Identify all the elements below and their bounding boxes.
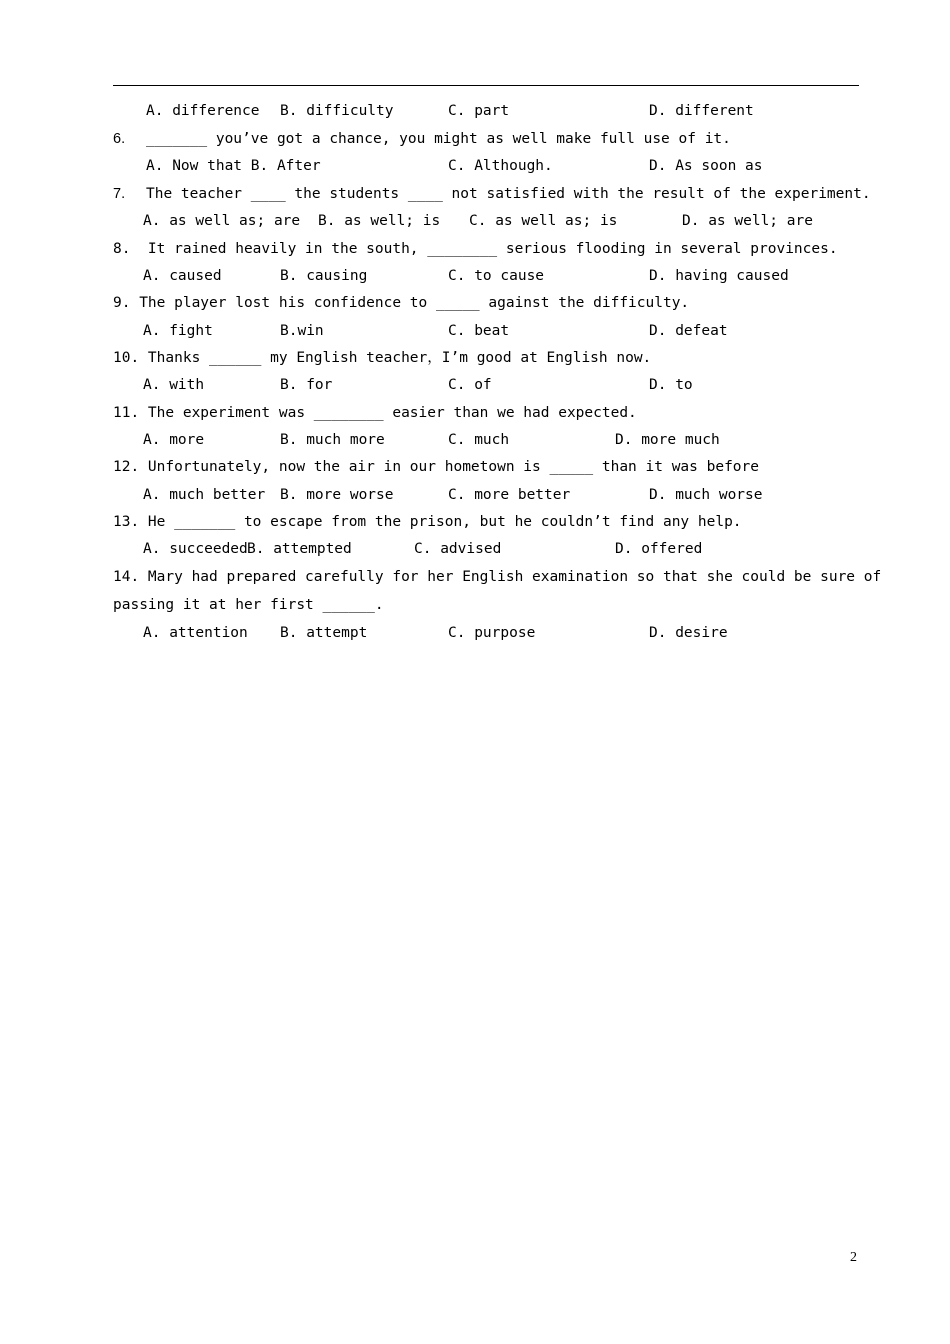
q11-option-c: C. much [448,432,510,448]
q9-option-b: B.win [280,323,324,339]
q8-option-b: B. causing [280,268,368,284]
q6-stem-line [113,128,873,150]
q7-option-d: D. as well; are [682,213,813,229]
q13-stem: 13. He _______ to escape from the prison, but he couldn’t find any help. [113,514,742,530]
page-number: 2 [850,1250,857,1265]
q14-stem-2: passing it at her first ______. [113,597,384,613]
q13-option-d: D. offered [615,541,703,557]
q12-stem-line [113,456,873,478]
q14-stem-1: 14. Mary had prepared carefully for her English examination so that she could be sure of [113,569,882,585]
q8-option-d: D. having caused [649,268,789,284]
q14-option-a: A. attention [143,625,248,641]
q9-stem: 9. The player lost his confidence to _____ against the difficulty. [113,295,690,311]
q9-option-d: D. defeat [649,323,728,339]
q8-option-a: A. caused [143,268,222,284]
q11-option-d: D. more much [615,432,720,448]
q5-option-c: C. part [448,103,510,119]
header-rule [113,85,859,86]
q11-options [113,429,873,451]
q11-option-b: B. much more [280,432,385,448]
q10-option-c: C. of [448,377,492,393]
q5-option-b: B. difficulty [280,103,394,119]
q14-stem-line-1 [113,566,882,588]
q10-option-a: A. with [143,377,205,393]
q6-option-ab: A. Now that B. After [146,158,321,174]
q8-stem: 8. It rained heavily in the south, ________ serious flooding in several provinces. [113,241,838,257]
q11-option-a: A. more [143,432,205,448]
q5-option-d: D. different [649,103,754,119]
q5-options [113,100,873,122]
q7-stem-line [113,183,873,205]
q9-options [113,320,873,342]
q7-option-a: A. as well as; are [143,213,301,229]
q7-options [113,210,873,232]
q14-option-b: B. attempt [280,625,368,641]
q8-options [113,265,873,287]
q12-option-c: C. more better [448,487,571,503]
q10-options [113,374,873,396]
q7-option-c: C. as well as; is [469,213,618,229]
q14-stem-line-2 [113,594,873,616]
q13-option-b: B. attempted [247,541,352,557]
q12-option-b: B. more worse [280,487,394,503]
q12-stem: 12. Unfortunately, now the air in our hometown is _____ than it was before [113,459,760,475]
q10-option-d: D. to [649,377,693,393]
q13-options [113,538,873,560]
q11-stem-line [113,402,873,424]
q10-option-b: B. for [280,377,333,393]
q6-stem: _______ you’ve got a chance, you might as well make full use of it. [146,131,731,147]
q11-stem: 11. The experiment was ________ easier than we had expected. [113,405,637,421]
q12-options [113,484,873,506]
q13-option-a: A. succeeded [143,541,248,557]
q14-option-c: C. purpose [448,625,536,641]
q6-options [113,155,873,177]
q14-options [113,622,873,644]
q5-option-a: A. difference [146,103,260,119]
q8-stem-line [113,238,873,260]
q9-option-a: A. fight [143,323,213,339]
q13-option-c: C. advised [414,541,502,557]
q13-stem-line [113,511,873,533]
q12-option-a: A. much better [143,487,266,503]
q14-option-d: D. desire [649,625,728,641]
q12-option-d: D. much worse [649,487,763,503]
q9-option-c: C. beat [448,323,510,339]
q7-stem: The teacher ____ the students ____ not satisfied with the result of the experiment. [146,186,871,202]
q10-stem-line [113,347,873,369]
q7-number: 7. [113,186,126,202]
q6-number: 6. [113,131,126,147]
q6-option-c: C. Although. [448,158,553,174]
q6-option-d: D. As soon as [649,158,763,174]
q9-stem-line [113,292,873,314]
q10-stem: 10. Thanks ______ my English teacher，I’m good at English now. [113,350,652,366]
q8-option-c: C. to cause [448,268,545,284]
q7-option-b: B. as well; is [318,213,441,229]
